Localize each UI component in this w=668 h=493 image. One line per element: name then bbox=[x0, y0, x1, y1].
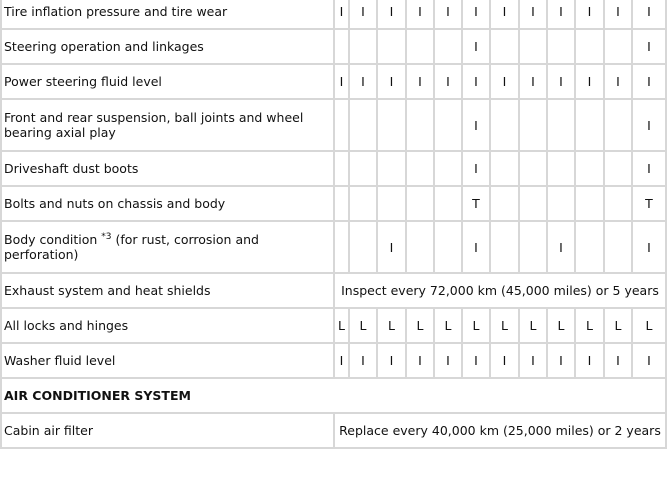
schedule-mark: I bbox=[377, 64, 406, 99]
schedule-mark bbox=[349, 186, 377, 221]
schedule-mark bbox=[604, 186, 632, 221]
schedule-mark: I bbox=[632, 343, 666, 378]
schedule-mark bbox=[604, 151, 632, 186]
interval-note: Inspect every 72,000 km (45,000 miles) or 5 years bbox=[334, 273, 666, 308]
schedule-mark bbox=[604, 29, 632, 64]
schedule-mark: I bbox=[349, 64, 377, 99]
schedule-mark: I bbox=[377, 0, 406, 29]
schedule-mark bbox=[519, 29, 547, 64]
schedule-mark: I bbox=[604, 343, 632, 378]
schedule-mark bbox=[334, 186, 349, 221]
schedule-mark: I bbox=[632, 29, 666, 64]
schedule-mark: L bbox=[519, 308, 547, 343]
schedule-mark bbox=[377, 151, 406, 186]
schedule-mark bbox=[490, 99, 519, 151]
schedule-mark: I bbox=[490, 64, 519, 99]
schedule-mark: I bbox=[334, 343, 349, 378]
schedule-mark bbox=[406, 221, 434, 273]
schedule-mark: I bbox=[462, 221, 490, 273]
schedule-mark bbox=[519, 99, 547, 151]
schedule-mark: I bbox=[632, 99, 666, 151]
item-label: Bolts and nuts on chassis and body bbox=[1, 186, 334, 221]
schedule-mark: I bbox=[490, 0, 519, 29]
schedule-mark: L bbox=[632, 308, 666, 343]
schedule-mark bbox=[377, 99, 406, 151]
table-row bbox=[1, 308, 666, 343]
schedule-mark: I bbox=[349, 0, 377, 29]
schedule-mark: L bbox=[377, 308, 406, 343]
schedule-mark: L bbox=[462, 308, 490, 343]
schedule-mark bbox=[490, 151, 519, 186]
item-label: Driveshaft dust boots bbox=[1, 151, 334, 186]
schedule-mark bbox=[434, 221, 462, 273]
schedule-mark bbox=[406, 186, 434, 221]
schedule-mark: I bbox=[462, 99, 490, 151]
schedule-mark: L bbox=[406, 308, 434, 343]
schedule-mark: L bbox=[349, 308, 377, 343]
section-title: AIR CONDITIONER SYSTEM bbox=[1, 378, 666, 413]
schedule-mark: I bbox=[632, 64, 666, 99]
schedule-mark bbox=[547, 186, 575, 221]
schedule-mark: I bbox=[434, 343, 462, 378]
schedule-mark: I bbox=[575, 0, 604, 29]
schedule-mark: L bbox=[490, 308, 519, 343]
schedule-mark bbox=[519, 151, 547, 186]
schedule-mark bbox=[334, 151, 349, 186]
schedule-mark: I bbox=[434, 0, 462, 29]
table-row bbox=[1, 273, 666, 308]
schedule-mark: L bbox=[334, 308, 349, 343]
schedule-mark bbox=[575, 29, 604, 64]
schedule-mark: I bbox=[406, 343, 434, 378]
table-row bbox=[1, 151, 666, 186]
schedule-mark: I bbox=[462, 151, 490, 186]
table-row bbox=[1, 343, 666, 378]
schedule-mark: I bbox=[632, 0, 666, 29]
schedule-mark: I bbox=[349, 343, 377, 378]
schedule-mark bbox=[334, 99, 349, 151]
schedule-mark: I bbox=[334, 0, 349, 29]
table-row bbox=[1, 186, 666, 221]
schedule-mark bbox=[547, 151, 575, 186]
item-label: Exhaust system and heat shields bbox=[1, 273, 334, 308]
schedule-mark: I bbox=[519, 0, 547, 29]
schedule-mark: I bbox=[434, 64, 462, 99]
schedule-mark bbox=[575, 186, 604, 221]
schedule-mark: I bbox=[377, 343, 406, 378]
schedule-mark bbox=[349, 151, 377, 186]
interval-note: Replace every 40,000 km (25,000 miles) or 2 years bbox=[334, 413, 666, 448]
schedule-mark: I bbox=[547, 221, 575, 273]
schedule-mark: L bbox=[604, 308, 632, 343]
schedule-mark bbox=[434, 29, 462, 64]
footnote-marker: *3 bbox=[101, 232, 112, 242]
schedule-mark bbox=[434, 99, 462, 151]
schedule-mark bbox=[349, 29, 377, 64]
schedule-mark bbox=[334, 221, 349, 273]
item-label: Body condition $^{*3}$ (for rust, corrosion and perforation) bbox=[1, 221, 334, 273]
schedule-mark bbox=[490, 29, 519, 64]
schedule-mark: I bbox=[462, 29, 490, 64]
schedule-mark: T bbox=[632, 186, 666, 221]
item-label: Front and rear suspension, ball joints and wheel bearing axial play bbox=[1, 99, 334, 151]
item-label: All locks and hinges bbox=[1, 308, 334, 343]
item-label: Power steering fluid level bbox=[1, 64, 334, 99]
schedule-mark bbox=[575, 151, 604, 186]
schedule-mark: I bbox=[632, 221, 666, 273]
schedule-mark: I bbox=[632, 151, 666, 186]
schedule-mark bbox=[547, 29, 575, 64]
schedule-mark bbox=[434, 151, 462, 186]
schedule-mark bbox=[406, 29, 434, 64]
table-row bbox=[1, 221, 666, 273]
item-label: Steering operation and linkages bbox=[1, 29, 334, 64]
schedule-mark bbox=[490, 186, 519, 221]
schedule-mark bbox=[575, 221, 604, 273]
table-row bbox=[1, 99, 666, 151]
schedule-mark: I bbox=[547, 64, 575, 99]
schedule-mark: L bbox=[547, 308, 575, 343]
item-label: Washer fluid level bbox=[1, 343, 334, 378]
table-row bbox=[1, 413, 666, 448]
item-label: Cabin air filter bbox=[1, 413, 334, 448]
schedule-mark: I bbox=[519, 343, 547, 378]
schedule-mark bbox=[377, 186, 406, 221]
schedule-mark: I bbox=[490, 343, 519, 378]
schedule-mark: L bbox=[575, 308, 604, 343]
schedule-mark: I bbox=[462, 0, 490, 29]
schedule-mark bbox=[349, 99, 377, 151]
section-header-row bbox=[1, 378, 666, 413]
item-label: Tire inflation pressure and tire wear bbox=[1, 0, 334, 29]
table-row bbox=[1, 64, 666, 99]
schedule-mark bbox=[406, 151, 434, 186]
schedule-mark: I bbox=[462, 64, 490, 99]
schedule-mark: I bbox=[462, 343, 490, 378]
schedule-mark: I bbox=[604, 64, 632, 99]
schedule-mark: I bbox=[377, 221, 406, 273]
table-row bbox=[1, 0, 666, 29]
schedule-mark: I bbox=[547, 343, 575, 378]
schedule-mark bbox=[604, 99, 632, 151]
schedule-mark bbox=[519, 186, 547, 221]
schedule-mark bbox=[519, 221, 547, 273]
schedule-mark bbox=[604, 221, 632, 273]
schedule-mark: I bbox=[575, 343, 604, 378]
schedule-mark: I bbox=[406, 0, 434, 29]
schedule-mark: L bbox=[434, 308, 462, 343]
schedule-mark: T bbox=[462, 186, 490, 221]
schedule-mark bbox=[349, 221, 377, 273]
schedule-mark: I bbox=[519, 64, 547, 99]
schedule-mark bbox=[377, 29, 406, 64]
schedule-mark bbox=[575, 99, 604, 151]
schedule-mark: I bbox=[547, 0, 575, 29]
schedule-mark bbox=[406, 99, 434, 151]
schedule-mark bbox=[334, 29, 349, 64]
schedule-mark bbox=[547, 99, 575, 151]
schedule-mark bbox=[490, 221, 519, 273]
schedule-mark: I bbox=[334, 64, 349, 99]
table-row bbox=[1, 29, 666, 64]
schedule-mark: I bbox=[575, 64, 604, 99]
schedule-mark: I bbox=[406, 64, 434, 99]
schedule-mark: I bbox=[604, 0, 632, 29]
schedule-mark bbox=[434, 186, 462, 221]
